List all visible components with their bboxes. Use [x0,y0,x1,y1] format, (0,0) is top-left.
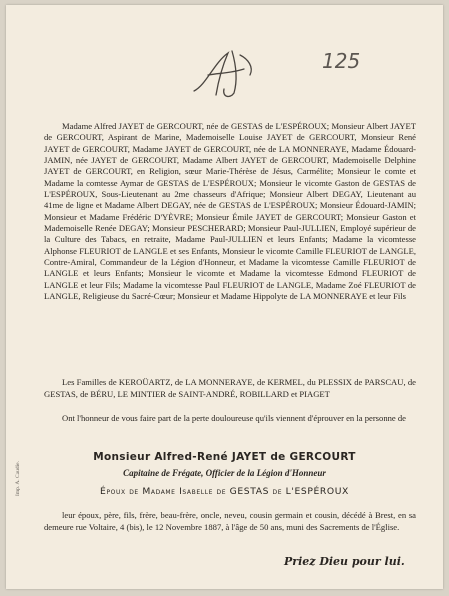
monogram [188,45,260,101]
families-paragraph [44,377,416,400]
mourners-paragraph [44,121,416,303]
archive-number: 125 [322,49,361,73]
deceased-name: Monsieur Alfred-René JAYET de GERCOURT [93,451,356,463]
announcement-text: Ont l'honneur de vous faire part de la perte douloureuse qu'ils viennent d'éprouver en la personne de [62,413,406,423]
deceased-title: Capitaine de Frégate, Officier de la Légion d'Honneur [123,468,326,478]
printer-mark: Imp. A. Caudie. [15,461,21,496]
mourners-text: Madame Alfred JAYET de GERCOURT, née de GESTAS de L'ESPÉROUX; Monsieur Albert JAYET de GERCOURT, Aspirant de Marine, Mademoiselle Louise JAYET de GERCOURT, Monsieur René JAYET de GERCOURT, Madame JAYET de GERCOURT, née de LA MONNERAYE, Madame Édouard-JAMIN, née JAYET de GERCOURT, Madame Albert JAYET de GERCOURT, Mademoiselle Delphine JAYET de GERCOURT, en Religion, sœur Marie-Thérèse de Jésus, Carmélite; Monsieur le comte et Madame la comtesse Aymar de GESTAS de L'ESPÉROUX; Monsieur le vicomte Gaston de GESTAS de L'ESPÉROUX, Sous-Lieutenant au 2me chasseurs d'Afrique; Monsieur Albert DEGAY, Lieutenant au 41me de ligne et Madame Albert DEGAY, née de GESTAS de L'ESPÉROUX; Monsieur Édouard-JAMIN; Monsieur et Madame Frédéric D'YÈVRE; Monsieur Émile JAYET de GERCOURT; Monsieur Gaston et Mademoiselle Renée DEGAY; Monsieur PESCHERARD; Monsieur Paul-JULLIEN, Employé supérieur de la Culture des Tabacs, en retraite, Madame Paul-JULLIEN et leurs Enfants; Madame la vicomtesse Alphonse FLEURIOT de LANGLE et ses Enfants, Monsieur le vicomte Camille FLEURIOT de LANGLE, Contre-Amiral, Commandeur de la Légion d'Honneur, et Madame la vicomtesse Camille FLEURIOT de LANGLE et leurs Enfants; Monsieur le vicomte et Madame la vicomtesse Edmond FLEURIOT de LANGLE et leur Fils; Madame la vicomtesse Paul FLEURIOT de LANGLE, Madame Zoé FLEURIOT de LANGLE, Religieuse du Sacré-Cœur; Monsieur et Madame Hippolyte de LA MONNERAYE et leur Fils [44,121,416,302]
death-details: leur époux, père, fils, frère, beau-frère, oncle, neveu, cousin germain et cousin, décédé à Brest, en sa demeure rue Voltaire, 4 (bis), le 12 Novembre 1887, à l'âge de 50 ans, muni des Sacrements de l'Église. [44,510,416,532]
spouse-line: Époux de Madame Isabelle de GESTAS de L'ESPÉROUX [100,486,349,497]
closing-prayer: Priez Dieu pour lui. [284,555,405,568]
families-text: Les Familles de KEROÜARTZ, de LA MONNERAYE, de KERMEL, du PLESSIX de PARSCAU, de GESTAS, de BÉRU, LE MINTIER de SAINT-ANDRÉ, ROBILLARD et PIAGET [44,377,416,399]
obituary-card [6,5,443,589]
